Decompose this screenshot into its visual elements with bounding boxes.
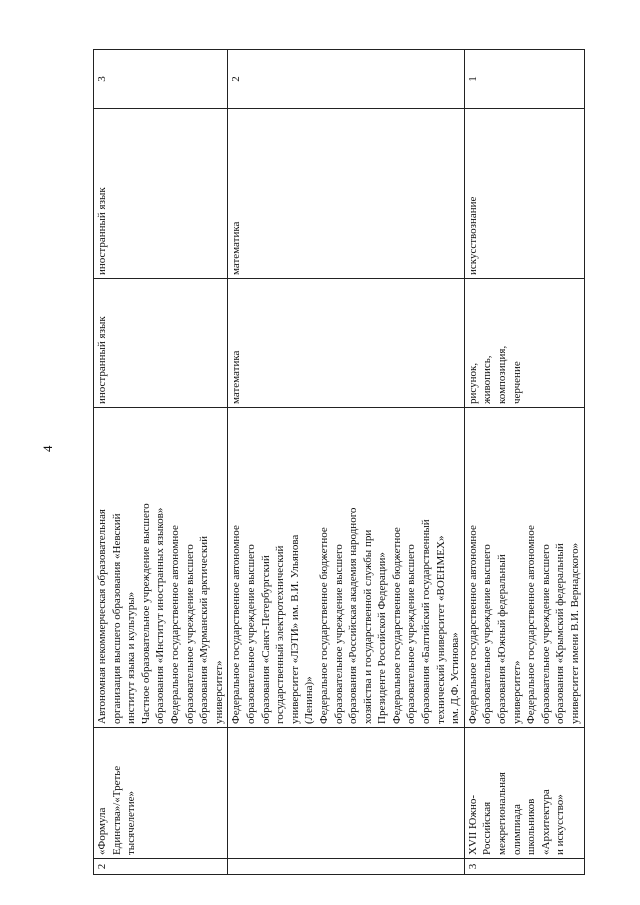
organizers-cell [94,408,228,728]
organizers-cell [464,408,584,728]
organizer-line: институт языка и культуры» [125,591,138,724]
rotated-table-container [93,50,581,875]
organizer-line: образовательное учреждение высшего [244,544,257,724]
profile-text: иностранный язык [96,316,108,404]
organizer-line: университет» [212,660,225,724]
row-number: 2 [96,863,108,870]
olympiad-name-line: Российская [481,801,494,855]
level-value: 3 [96,76,108,82]
profile-cell [228,279,465,408]
organizer-line: университет имени В.И. Вернадского» [569,542,581,724]
row-number-cell [464,859,584,875]
organizer-line: Федеральное государственное автономное [168,525,181,724]
olympiad-name-line: «Формула [96,807,108,855]
level-cell [228,50,465,109]
olympiad-name-line: XVII Южно- [466,794,479,855]
organizer-line: образовательное учреждение высшего [481,544,494,724]
organizer-line: университет» [510,660,523,724]
organizer-line: образовательное учреждение высшего [405,544,418,724]
profile-line: композиция, [496,345,509,404]
subject-text: иностранный язык [96,187,108,275]
table-row [464,50,584,875]
olympiad-name-line: межрегиональная [496,772,509,855]
organizer-line: университет «ЛЭТИ» им. В.И. Ульянова [288,534,301,724]
olympiad-name-cell [228,728,465,859]
organizer-line: Федеральное государственное автономное [466,525,479,724]
organizer-line: Федеральное государственное автономное [230,525,243,724]
organizer-line: хозяйства и государственной службы при [361,529,374,724]
olympiad-name-line: школьников [525,798,538,855]
subject-text: математика [230,221,243,275]
olympiad-name-line: тысячелетие» [125,790,138,855]
subject-cell [464,109,584,279]
olympiad-name-line: Единства»/«Третье [110,765,123,855]
organizer-line: технический университет «ВОЕНМЕХ» [434,535,447,724]
level-cell [464,50,584,109]
organizer-line: Президенте Российской Федерации» [376,552,389,724]
row-number: 3 [466,863,479,870]
organizer-line: образовательное учреждение высшего [183,544,196,724]
olympiad-name-line: и искусство» [554,794,567,855]
subject-cell [94,109,228,279]
organizer-line: образования «Южный федеральный [496,554,509,724]
organizers-cell [228,408,465,728]
row-number-cell [94,859,228,875]
subject-text: искусствознание [466,196,479,275]
table-row [228,50,465,875]
olympiad-table [93,49,585,875]
organizer-line: образования «Институт иностранных языков» [154,507,167,724]
organizer-line: образования «Мурманский арктический [198,536,211,724]
subject-cell [228,109,465,279]
level-value: 2 [230,76,243,82]
olympiad-name-line: «Архитектура [539,789,552,855]
organizer-line: Частное образовательное учреждение высшего [139,503,152,724]
organizer-line: Автономная некоммерческая образовательная [96,509,108,724]
olympiad-name-cell [464,728,584,859]
profile-line: живопись, [481,355,494,404]
olympiad-name-line: олимпиада [510,804,523,855]
organizer-line: образования «Российская академия народного [347,507,360,724]
organizer-line: им. Д.Ф. Устинова» [449,632,462,724]
organizer-line: Федеральное государственное автономное [525,525,538,724]
row-number-cell [228,859,465,875]
organizer-line: организация высшего образования «Невский [110,513,123,724]
organizer-line: Федеральное государственное бюджетное [390,527,403,724]
olympiad-name-cell [94,728,228,859]
profile-line: черчение [510,361,523,404]
organizer-line: образования «Балтийский государственный [420,519,433,724]
organizer-line: образования «Санкт-Петербургский [259,555,272,724]
organizer-line: образовательное учреждение высшего [332,544,345,724]
organizer-line: Федеральное государственное бюджетное [317,527,330,724]
table-row [94,50,228,875]
profile-text: математика [230,350,243,404]
organizer-line: государственный электротехнический [274,545,287,724]
organizer-line: (Ленина)» [303,676,316,724]
page-number: 4 [40,445,55,452]
organizer-line: образования «Крымский федеральный [554,543,567,724]
profile-cell [94,279,228,408]
organizer-line: образовательное учреждение высшего [539,544,552,724]
level-value: 1 [466,76,479,82]
profile-line: рисунок, [466,362,479,404]
profile-cell [464,279,584,408]
level-cell [94,50,228,109]
